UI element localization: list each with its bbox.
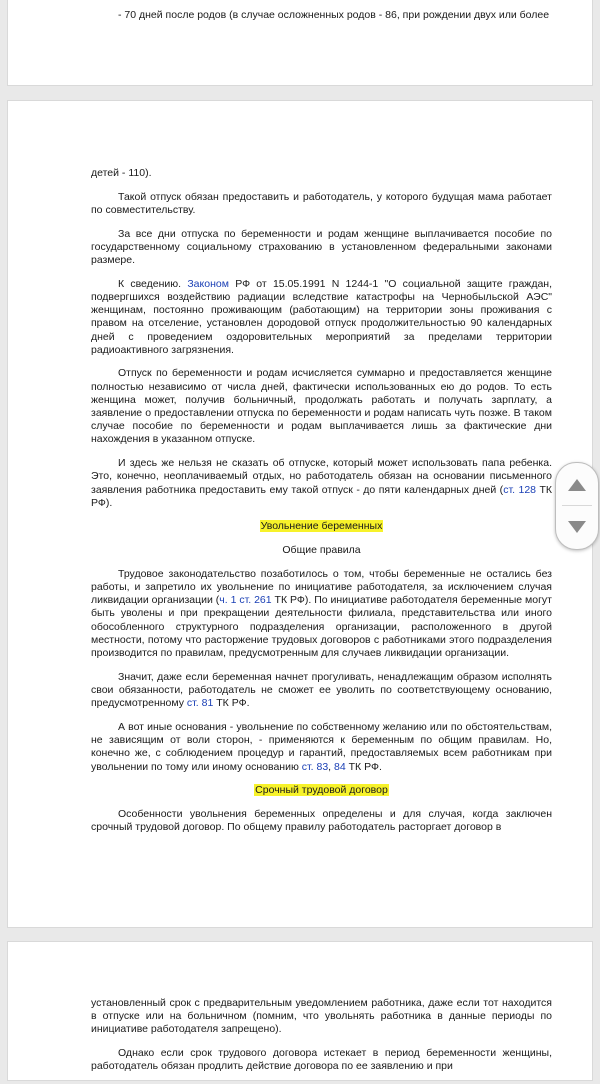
- paragraph-srochny: Особенности увольнения беременных определены и для случая, когда заключен срочный трудовой договор. По общему правилу работодатель расторгает договор в: [91, 807, 552, 834]
- paragraph-text: ТК РФ).: [91, 483, 553, 509]
- paragraph-continuation: детей - 110).: [91, 167, 152, 179]
- triangle-up-icon: [567, 478, 587, 492]
- paragraph-text: РФ от 15.05.1991 N 1244-1 "О социальной защите граждан, подвергшихся воздействию радиации вследствие катастрофы на Чернобыльской АЭС" женщинам, постоянно проживающим (работающим) на территории зоны проживания с правом на отселение, установлен дородовой отпуск продолжительностью 90 календарных дней с проведением оздоровительных мероприятий за пределами территории радиоактивного загрязнения.: [91, 277, 553, 356]
- paragraph-text: Значит, даже если беременная начнет прогуливать, ненадлежащим образом исполнять свои обязанности, работодатель не сможет ее уволить по соответствующему основанию, предусмотренному: [91, 670, 552, 710]
- article-81-link[interactable]: ст. 81: [186, 697, 214, 710]
- paragraph-text: И здесь же нельзя не сказать об отпуске, который может использовать папа ребенка. Это, конечно, неоплачиваемый отдых, но работодатель обязан на основании письменного заявления работника предоставить ему такой отпуск - до пяти календарных дней (: [91, 457, 552, 496]
- paragraph-text: Трудовое законодательство позаботилось о том, чтобы беременные не остались без работы, и запретило их увольнение по инициативе работодателя, за исключением случая ликвидации организации (: [91, 567, 552, 607]
- divider: [562, 505, 592, 506]
- paragraph-text: А вот иные основания - увольнение по собственному желанию или по обстоятельствам, не зависящим от воли сторон, - применяются к беременным по общим правилам. Но, конечно же, с соблюдением процедур и гарантий, предоставляемых всем работникам при увольнении по тому или иному основанию: [91, 720, 552, 773]
- heading-uvolnenie: Увольнение беременных: [260, 520, 383, 533]
- page-text: [91, 167, 552, 845]
- scroll-down-button[interactable]: [556, 507, 598, 547]
- section-heading: [91, 520, 552, 533]
- paragraph-zakonodatelstvo: [91, 568, 552, 660]
- paragraph-text: ТК РФ.: [216, 697, 250, 710]
- scroll-up-button[interactable]: [556, 465, 598, 505]
- document-page-2: [7, 100, 593, 928]
- article-83-link[interactable]: ст. 83: [301, 760, 329, 773]
- article-128-link[interactable]: ст. 128: [503, 483, 536, 496]
- page-scroll-control: [555, 462, 599, 550]
- paragraph-papa: [91, 457, 552, 510]
- separator: ,: [328, 760, 332, 773]
- article-84-link[interactable]: 84: [334, 760, 346, 773]
- paragraph-summarno: Отпуск по беременности и родам исчисляется суммарно и предоставляется женщине полностью независимо от числа дней, фактически использованных ею до родов. То есть женщина может, получив больничный, продолжать работать и получать зарплату, а заявление о предоставлении отпуска по беременности и родам написать чуть позже. В таком случае пособие по беременности и родам выплачивается лишь за фактические дни нахождения в указанном отпуске.: [91, 367, 552, 446]
- note-lead: К сведению.: [118, 277, 182, 290]
- paragraph-continuation: установленный срок с предварительным уведомлением работника, даже если тот находится в отпуске или на больничном (помним, что увольнять работника в данные периоды по инициативе работодателя запрещено).: [91, 997, 552, 1036]
- paragraph-text: ТК РФ). По инициативе работодателя беременные могут быть уволены и при прекращении деятельности филиала, представительства или иного обособленного структурного подразделения организации, расположенного в другой местности, потому что расторжение трудовых договоров с работниками этого подразделения производится по правилам, предусмотренным для случаев ликвидации организации.: [91, 594, 552, 660]
- article-261-link[interactable]: ч. 1 ст. 261: [219, 594, 272, 607]
- page-text: [91, 9, 552, 33]
- law-link[interactable]: Законом: [187, 277, 229, 290]
- paragraph-osnovaniya: [91, 721, 552, 774]
- document-page-3: [7, 941, 593, 1081]
- paragraph-proguly: [91, 671, 552, 711]
- page-text: [91, 997, 552, 1084]
- paragraph: - 70 дней после родов (в случае осложненных родов - 86, при рождении двух или более: [118, 9, 550, 21]
- document-page-1: [7, 0, 593, 86]
- paragraph-text: ТК РФ.: [348, 760, 382, 773]
- paragraph-chernobyl: [91, 278, 552, 357]
- section-heading: [91, 784, 552, 797]
- paragraph-sovmestitelstvo: Такой отпуск обязан предоставить и работодатель, у которого будущая мама работает по совместительству.: [91, 190, 552, 216]
- subsection-heading: Общие правила: [282, 544, 361, 557]
- paragraph-posobie: За все дни отпуска по беременности и родам женщине выплачивается пособие по государственному социальному страхованию в установленном федеральными законами размере.: [91, 227, 552, 267]
- paragraph-last: Однако если срок трудового договора истекает в период беременности женщины, работодатель обязан продлить действие договора по ее заявлению и при: [91, 1047, 552, 1073]
- triangle-down-icon: [567, 520, 587, 534]
- heading-srochny: Срочный трудовой договор: [255, 784, 388, 797]
